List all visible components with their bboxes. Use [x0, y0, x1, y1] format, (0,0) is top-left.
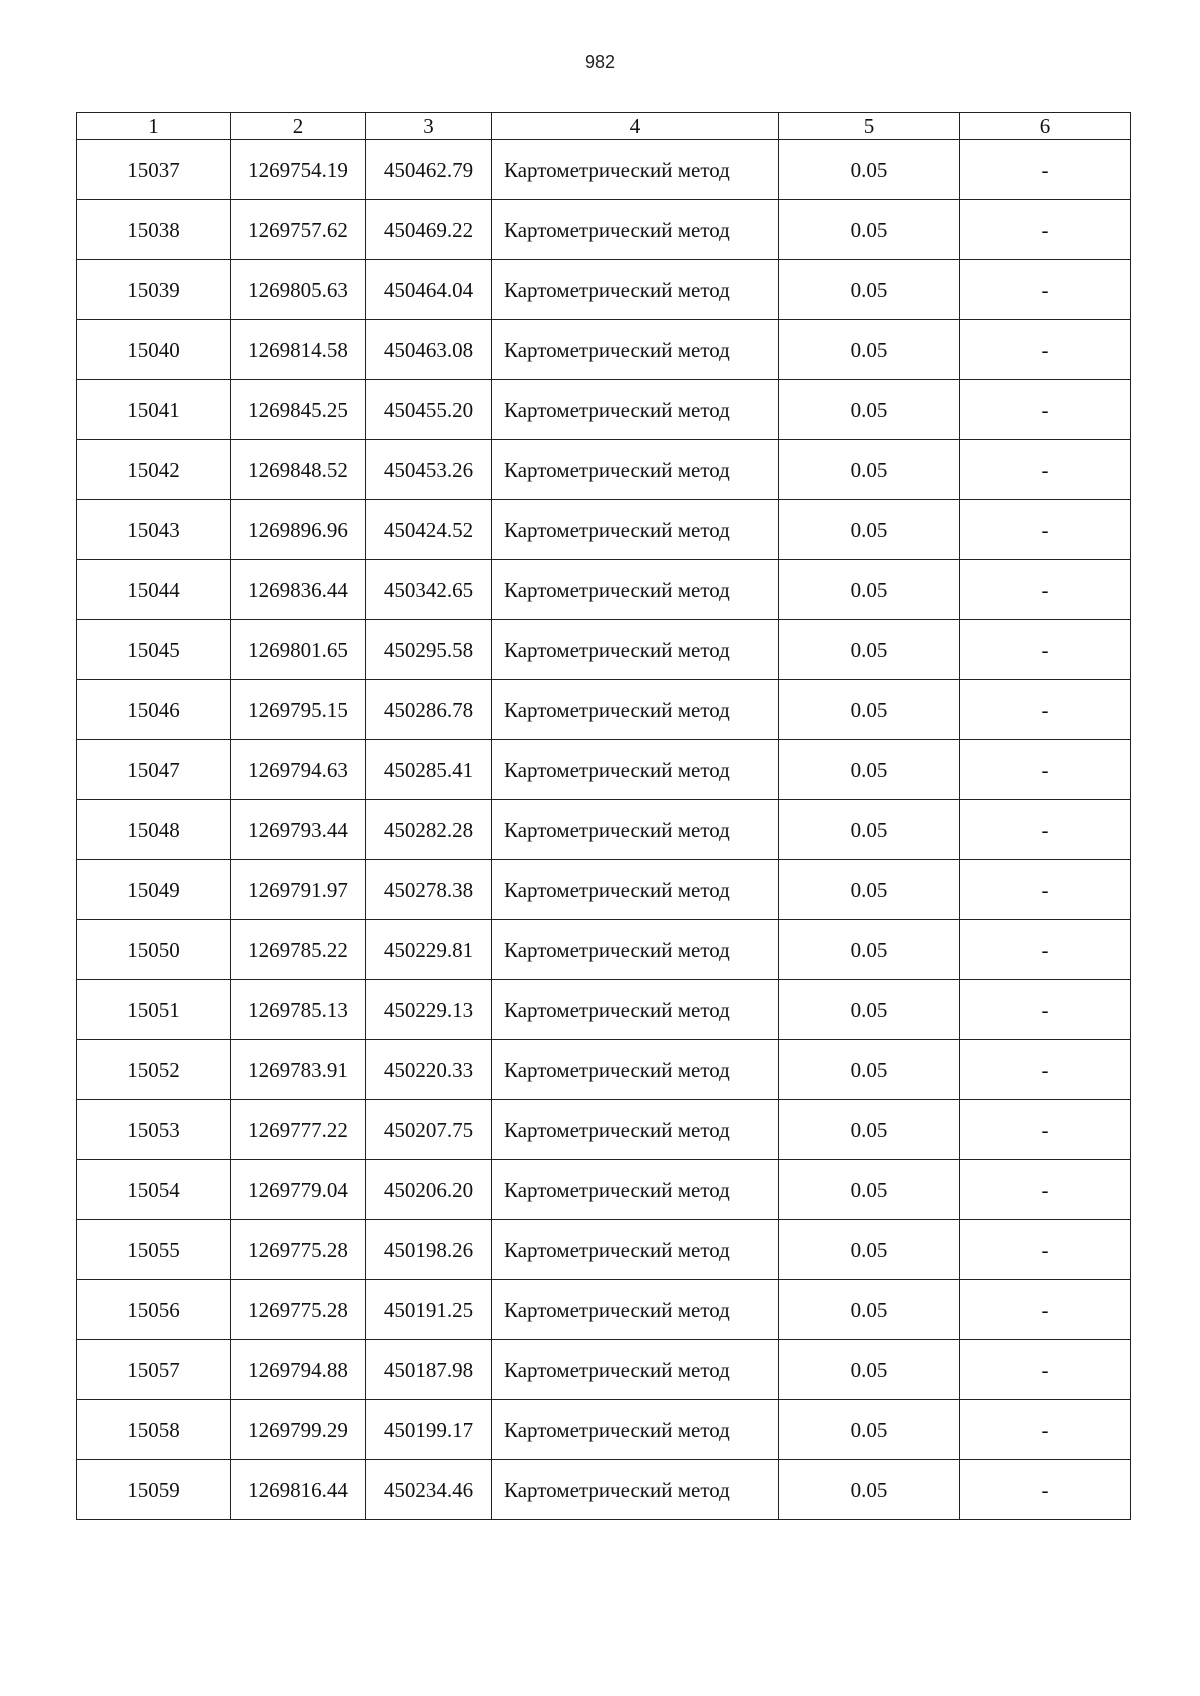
- note-cell: -: [960, 380, 1131, 440]
- accuracy-cell: 0.05: [779, 260, 960, 320]
- method-cell: Картометрический метод: [492, 1400, 779, 1460]
- x-coordinate-cell: 1269801.65: [231, 620, 366, 680]
- point-number-cell: 15048: [77, 800, 231, 860]
- note-cell: -: [960, 1280, 1131, 1340]
- y-coordinate-cell: 450191.25: [366, 1280, 492, 1340]
- table-row: [77, 620, 1131, 680]
- point-number-cell: 15056: [77, 1280, 231, 1340]
- x-coordinate-cell: 1269896.96: [231, 500, 366, 560]
- y-coordinate-cell: 450285.41: [366, 740, 492, 800]
- page-number: 982: [584, 52, 616, 72]
- method-cell: Картометрический метод: [492, 380, 779, 440]
- x-coordinate-cell: 1269836.44: [231, 560, 366, 620]
- column-header: 3: [366, 113, 492, 140]
- table-row: [77, 1400, 1131, 1460]
- point-number-cell: 15053: [77, 1100, 231, 1160]
- x-coordinate-cell: 1269791.97: [231, 860, 366, 920]
- table-row: [77, 860, 1131, 920]
- accuracy-cell: 0.05: [779, 800, 960, 860]
- table-row: [77, 1220, 1131, 1280]
- y-coordinate-cell: 450424.52: [366, 500, 492, 560]
- point-number-cell: 15057: [77, 1340, 231, 1400]
- y-coordinate-cell: 450463.08: [366, 320, 492, 380]
- table-row: [77, 320, 1131, 380]
- point-number-cell: 15055: [77, 1220, 231, 1280]
- y-coordinate-cell: 450234.46: [366, 1460, 492, 1520]
- y-coordinate-cell: 450229.13: [366, 980, 492, 1040]
- x-coordinate-cell: 1269799.29: [231, 1400, 366, 1460]
- y-coordinate-cell: 450469.22: [366, 200, 492, 260]
- x-coordinate-cell: 1269794.88: [231, 1340, 366, 1400]
- method-cell: Картометрический метод: [492, 1340, 779, 1400]
- table-row: [77, 1280, 1131, 1340]
- accuracy-cell: 0.05: [779, 440, 960, 500]
- method-cell: Картометрический метод: [492, 560, 779, 620]
- note-cell: -: [960, 800, 1131, 860]
- column-header: 1: [77, 113, 231, 140]
- method-cell: Картометрический метод: [492, 200, 779, 260]
- x-coordinate-cell: 1269775.28: [231, 1280, 366, 1340]
- accuracy-cell: 0.05: [779, 920, 960, 980]
- y-coordinate-cell: 450462.79: [366, 140, 492, 200]
- accuracy-cell: 0.05: [779, 680, 960, 740]
- column-header: 4: [492, 113, 779, 140]
- accuracy-cell: 0.05: [779, 1280, 960, 1340]
- y-coordinate-cell: 450206.20: [366, 1160, 492, 1220]
- note-cell: -: [960, 740, 1131, 800]
- accuracy-cell: 0.05: [779, 1100, 960, 1160]
- note-cell: -: [960, 1160, 1131, 1220]
- coordinates-table: [76, 112, 1131, 1520]
- table-row: [77, 260, 1131, 320]
- method-cell: Картометрический метод: [492, 620, 779, 680]
- method-cell: Картометрический метод: [492, 260, 779, 320]
- x-coordinate-cell: 1269793.44: [231, 800, 366, 860]
- table-row: [77, 440, 1131, 500]
- y-coordinate-cell: 450286.78: [366, 680, 492, 740]
- method-cell: Картометрический метод: [492, 1160, 779, 1220]
- point-number-cell: 15059: [77, 1460, 231, 1520]
- point-number-cell: 15049: [77, 860, 231, 920]
- table-row: [77, 740, 1131, 800]
- point-number-cell: 15044: [77, 560, 231, 620]
- table-row: [77, 1160, 1131, 1220]
- x-coordinate-cell: 1269775.28: [231, 1220, 366, 1280]
- column-header: 5: [779, 113, 960, 140]
- note-cell: -: [960, 140, 1131, 200]
- accuracy-cell: 0.05: [779, 560, 960, 620]
- table-row: [77, 380, 1131, 440]
- column-header: 2: [231, 113, 366, 140]
- x-coordinate-cell: 1269795.15: [231, 680, 366, 740]
- x-coordinate-cell: 1269757.62: [231, 200, 366, 260]
- table-row: [77, 560, 1131, 620]
- accuracy-cell: 0.05: [779, 860, 960, 920]
- table-body: [77, 140, 1131, 1520]
- y-coordinate-cell: 450199.17: [366, 1400, 492, 1460]
- accuracy-cell: 0.05: [779, 1340, 960, 1400]
- point-number-cell: 15054: [77, 1160, 231, 1220]
- table-row: [77, 980, 1131, 1040]
- method-cell: Картометрический метод: [492, 320, 779, 380]
- method-cell: Картометрический метод: [492, 1040, 779, 1100]
- x-coordinate-cell: 1269816.44: [231, 1460, 366, 1520]
- method-cell: Картометрический метод: [492, 1280, 779, 1340]
- x-coordinate-cell: 1269814.58: [231, 320, 366, 380]
- method-cell: Картометрический метод: [492, 740, 779, 800]
- y-coordinate-cell: 450229.81: [366, 920, 492, 980]
- y-coordinate-cell: 450207.75: [366, 1100, 492, 1160]
- y-coordinate-cell: 450455.20: [366, 380, 492, 440]
- point-number-cell: 15058: [77, 1400, 231, 1460]
- point-number-cell: 15051: [77, 980, 231, 1040]
- table-row: [77, 800, 1131, 860]
- point-number-cell: 15039: [77, 260, 231, 320]
- accuracy-cell: 0.05: [779, 1160, 960, 1220]
- accuracy-cell: 0.05: [779, 740, 960, 800]
- method-cell: Картометрический метод: [492, 140, 779, 200]
- x-coordinate-cell: 1269794.63: [231, 740, 366, 800]
- note-cell: -: [960, 1220, 1131, 1280]
- accuracy-cell: 0.05: [779, 1040, 960, 1100]
- note-cell: -: [960, 620, 1131, 680]
- method-cell: Картометрический метод: [492, 1100, 779, 1160]
- note-cell: -: [960, 1460, 1131, 1520]
- x-coordinate-cell: 1269777.22: [231, 1100, 366, 1160]
- point-number-cell: 15045: [77, 620, 231, 680]
- note-cell: -: [960, 260, 1131, 320]
- note-cell: -: [960, 440, 1131, 500]
- accuracy-cell: 0.05: [779, 200, 960, 260]
- note-cell: -: [960, 860, 1131, 920]
- note-cell: -: [960, 560, 1131, 620]
- accuracy-cell: 0.05: [779, 140, 960, 200]
- y-coordinate-cell: 450464.04: [366, 260, 492, 320]
- method-cell: Картометрический метод: [492, 920, 779, 980]
- point-number-cell: 15037: [77, 140, 231, 200]
- y-coordinate-cell: 450342.65: [366, 560, 492, 620]
- point-number-cell: 15040: [77, 320, 231, 380]
- point-number-cell: 15050: [77, 920, 231, 980]
- x-coordinate-cell: 1269845.25: [231, 380, 366, 440]
- header-row: [77, 113, 1131, 140]
- point-number-cell: 15052: [77, 1040, 231, 1100]
- table-row: [77, 1460, 1131, 1520]
- point-number-cell: 15041: [77, 380, 231, 440]
- x-coordinate-cell: 1269783.91: [231, 1040, 366, 1100]
- accuracy-cell: 0.05: [779, 1400, 960, 1460]
- method-cell: Картометрический метод: [492, 980, 779, 1040]
- accuracy-cell: 0.05: [779, 500, 960, 560]
- note-cell: -: [960, 320, 1131, 380]
- table-row: [77, 1040, 1131, 1100]
- accuracy-cell: 0.05: [779, 620, 960, 680]
- y-coordinate-cell: 450198.26: [366, 1220, 492, 1280]
- y-coordinate-cell: 450278.38: [366, 860, 492, 920]
- table-row: [77, 680, 1131, 740]
- note-cell: -: [960, 980, 1131, 1040]
- x-coordinate-cell: 1269779.04: [231, 1160, 366, 1220]
- note-cell: -: [960, 1040, 1131, 1100]
- x-coordinate-cell: 1269785.22: [231, 920, 366, 980]
- point-number-cell: 15042: [77, 440, 231, 500]
- y-coordinate-cell: 450187.98: [366, 1340, 492, 1400]
- note-cell: -: [960, 1400, 1131, 1460]
- method-cell: Картометрический метод: [492, 1220, 779, 1280]
- method-cell: Картометрический метод: [492, 800, 779, 860]
- point-number-cell: 15038: [77, 200, 231, 260]
- table-row: [77, 1100, 1131, 1160]
- table-header: [77, 113, 1131, 140]
- point-number-cell: 15047: [77, 740, 231, 800]
- point-number-cell: 15043: [77, 500, 231, 560]
- accuracy-cell: 0.05: [779, 980, 960, 1040]
- note-cell: -: [960, 500, 1131, 560]
- note-cell: -: [960, 680, 1131, 740]
- method-cell: Картометрический метод: [492, 500, 779, 560]
- accuracy-cell: 0.05: [779, 380, 960, 440]
- x-coordinate-cell: 1269785.13: [231, 980, 366, 1040]
- note-cell: -: [960, 920, 1131, 980]
- table-row: [77, 140, 1131, 200]
- point-number-cell: 15046: [77, 680, 231, 740]
- x-coordinate-cell: 1269848.52: [231, 440, 366, 500]
- note-cell: -: [960, 1100, 1131, 1160]
- y-coordinate-cell: 450295.58: [366, 620, 492, 680]
- y-coordinate-cell: 450282.28: [366, 800, 492, 860]
- table-row: [77, 920, 1131, 980]
- table-row: [77, 200, 1131, 260]
- y-coordinate-cell: 450220.33: [366, 1040, 492, 1100]
- note-cell: -: [960, 200, 1131, 260]
- method-cell: Картометрический метод: [492, 440, 779, 500]
- accuracy-cell: 0.05: [779, 1220, 960, 1280]
- method-cell: Картометрический метод: [492, 680, 779, 740]
- column-header: 6: [960, 113, 1131, 140]
- method-cell: Картометрический метод: [492, 1460, 779, 1520]
- table-row: [77, 1340, 1131, 1400]
- accuracy-cell: 0.05: [779, 1460, 960, 1520]
- y-coordinate-cell: 450453.26: [366, 440, 492, 500]
- accuracy-cell: 0.05: [779, 320, 960, 380]
- x-coordinate-cell: 1269754.19: [231, 140, 366, 200]
- table-row: [77, 500, 1131, 560]
- x-coordinate-cell: 1269805.63: [231, 260, 366, 320]
- note-cell: -: [960, 1340, 1131, 1400]
- method-cell: Картометрический метод: [492, 860, 779, 920]
